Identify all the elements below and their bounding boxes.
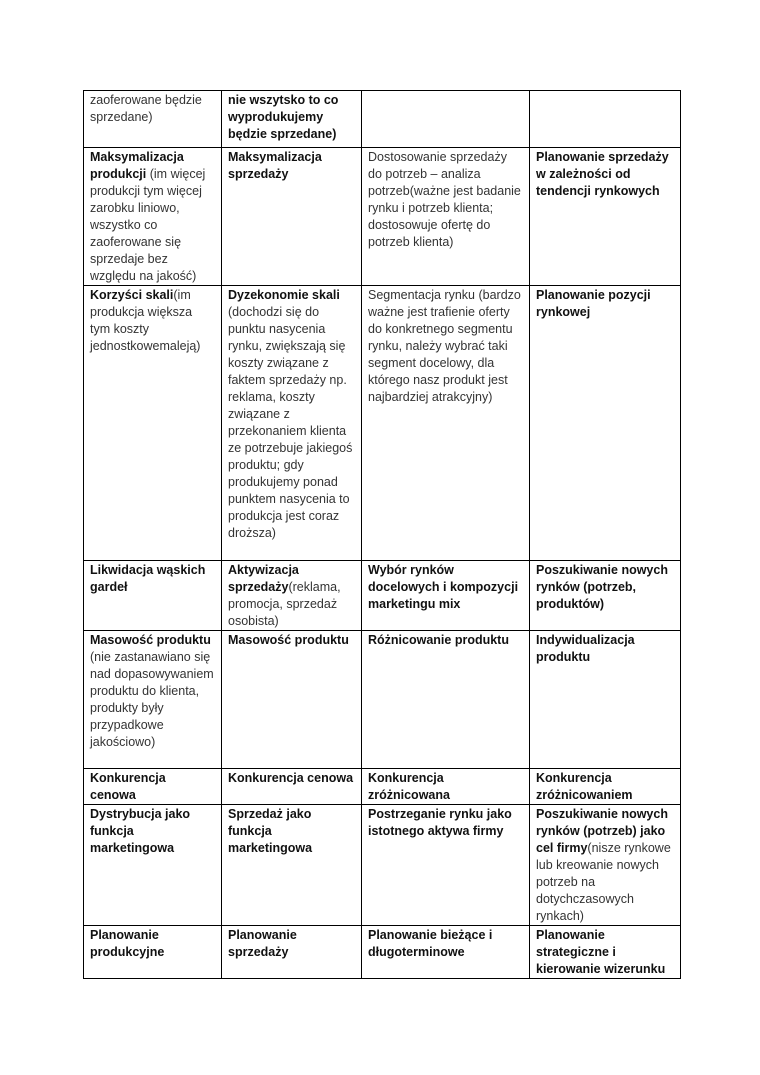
table-cell — [84, 631, 222, 769]
table-cell — [222, 926, 362, 979]
cell-text: zaoferowane będzie sprzedane) — [90, 93, 202, 124]
table-cell — [84, 286, 222, 561]
table-cell — [362, 286, 530, 561]
table-cell — [530, 91, 681, 148]
table-cell — [530, 148, 681, 286]
cell-bold-text: Sprzedaż jako funkcja marketingowa — [228, 807, 313, 855]
cell-bold-text: Poszukiwanie nowych rynków (potrzeb) jako cel firmy — [536, 807, 668, 855]
cell-bold-text: Planowanie bieżące i długoterminowe — [368, 928, 493, 959]
cell-bold-text: Poszukiwanie nowych rynków (potrzeb, produktów) — [536, 563, 668, 611]
table-cell — [84, 148, 222, 286]
cell-text: (nie zastanawiano się nad dopasowywaniem produktu do klienta, produkty były przypadkowe jakościowo) — [90, 650, 214, 749]
table-cell — [362, 769, 530, 805]
cell-bold-text: Planowanie produkcyjne — [90, 928, 165, 959]
table-cell — [530, 286, 681, 561]
cell-bold-text: Konkurencja zróżnicowaniem — [536, 771, 633, 802]
table-cell — [84, 926, 222, 979]
cell-bold-text: Postrzeganie rynku jako istotnego aktywa firmy — [368, 807, 512, 838]
table-cell — [530, 631, 681, 769]
cell-bold-text: Dystrybucja jako funkcja marketingowa — [90, 807, 191, 855]
table-cell — [222, 91, 362, 148]
table-cell — [362, 561, 530, 631]
table-cell — [222, 805, 362, 926]
table-row — [84, 805, 681, 926]
cell-bold-text: Masowość produktu — [90, 633, 211, 647]
table-cell — [530, 805, 681, 926]
table-row — [84, 148, 681, 286]
table-row — [84, 91, 681, 148]
cell-bold-text: Wybór rynków docelowych i kompozycji marketingu mix — [368, 563, 519, 611]
table-cell — [84, 769, 222, 805]
cell-bold-text: Maksymalizacja produkcji — [90, 150, 184, 181]
cell-bold-text: Różnicowanie produktu — [368, 633, 509, 647]
cell-bold-text: Konkurencja cenowa — [90, 771, 166, 802]
cell-bold-text: Indywidualizacja produktu — [536, 633, 635, 664]
cell-bold-text: Dyzekonomie skali — [228, 288, 340, 302]
table-cell — [84, 91, 222, 148]
table-cell — [362, 805, 530, 926]
table-row — [84, 286, 681, 561]
cell-bold-text: nie wszytsko to co wyprodukujemy będzie sprzedane) — [228, 93, 339, 141]
table-row — [84, 631, 681, 769]
table-cell — [84, 805, 222, 926]
table-cell — [222, 561, 362, 631]
cell-text: (nisze rynkowe lub kreowanie nowych potrzeb na dotychczasowych rynkach) — [536, 841, 671, 923]
table-cell — [222, 148, 362, 286]
table-cell — [222, 769, 362, 805]
cell-bold-text: Planowanie strategiczne i kierowanie wizerunku — [536, 928, 666, 976]
cell-text: (im więcej produkcji tym więcej zarobku liniowo, wszystko co zaoferowane się sprzedaje bez względu na jakość) — [90, 167, 206, 283]
table-cell — [530, 769, 681, 805]
table-cell — [84, 561, 222, 631]
cell-bold-text: Planowanie pozycji rynkowej — [536, 288, 651, 319]
cell-bold-text: Masowość produktu — [228, 633, 349, 647]
cell-bold-text: Planowanie sprzedaży w zależności od tendencji rynkowych — [536, 150, 669, 198]
table-row — [84, 769, 681, 805]
cell-bold-text: Likwidacja wąskich gardeł — [90, 563, 206, 594]
cell-text: (dochodzi się do punktu nasycenia rynku, zwiększają się koszty związane z faktem sprzedaży np. reklama, koszty związane z przekonaniem klienta ze potrzebuje jakiegoś produktu; gdy produkujemy ponad punktem nasycenia to produkcja jest coraz droższa) — [228, 305, 353, 540]
cell-bold-text: Konkurencja cenowa — [228, 771, 354, 785]
cell-bold-text: Aktywizacja sprzedaży — [228, 563, 299, 594]
cell-text: Dostosowanie sprzedaży do potrzeb – analiza potrzeb(ważne jest badanie rynku i potrzeb klienta; dostosowuje ofertę do potrzeb klienta) — [368, 150, 521, 249]
table-row — [84, 926, 681, 979]
cell-bold-text: Korzyści skali — [90, 288, 174, 302]
table-cell — [530, 926, 681, 979]
table-cell — [362, 926, 530, 979]
table-cell — [362, 148, 530, 286]
cell-bold-text: Maksymalizacja sprzedaży — [228, 150, 322, 181]
table-cell — [362, 91, 530, 148]
cell-text: Segmentacja rynku (bardzo ważne jest trafienie oferty do konkretnego segmentu rynku, należy wybrać taki segment docelowy, dla którego nasz produkt jest najbardziej atrakcyjny) — [368, 288, 521, 404]
table-cell — [530, 561, 681, 631]
cell-text: (im produkcja większa tym koszty jednostkowemaleją) — [90, 288, 201, 353]
table-cell — [362, 631, 530, 769]
cell-text: (reklama, promocja, sprzedaż osobista) — [228, 580, 341, 628]
marketing-comparison-table — [83, 90, 681, 979]
table-row — [84, 561, 681, 631]
cell-bold-text: Konkurencja zróżnicowana — [368, 771, 450, 802]
cell-bold-text: Planowanie sprzedaży — [228, 928, 297, 959]
table-cell — [222, 286, 362, 561]
table-cell — [222, 631, 362, 769]
